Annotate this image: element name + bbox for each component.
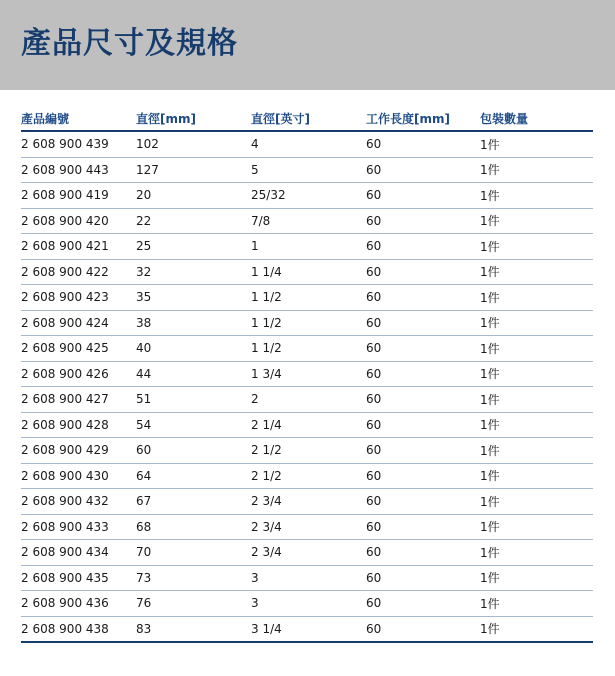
- table-row: [21, 234, 593, 260]
- cell-working-length: 60: [366, 157, 480, 183]
- cell-diameter-mm: 38: [136, 310, 251, 336]
- cell-diameter-mm: 60: [136, 438, 251, 464]
- cell-diameter-inch: 1 1/2: [251, 285, 366, 311]
- cell-product-number: 2 608 900 419: [21, 183, 136, 209]
- table-row: [21, 616, 593, 642]
- cell-working-length: 60: [366, 591, 480, 617]
- cell-working-length: 60: [366, 565, 480, 591]
- cell-diameter-mm: 102: [136, 131, 251, 157]
- cell-pack-quantity: 1件: [480, 234, 593, 260]
- cell-product-number: 2 608 900 428: [21, 412, 136, 438]
- cell-product-number: 2 608 900 427: [21, 387, 136, 413]
- cell-working-length: 60: [366, 131, 480, 157]
- cell-diameter-mm: 68: [136, 514, 251, 540]
- table-row: [21, 336, 593, 362]
- cell-pack-quantity: 1件: [480, 131, 593, 157]
- cell-pack-quantity: 1件: [480, 438, 593, 464]
- cell-diameter-mm: 70: [136, 540, 251, 566]
- table-row: [21, 259, 593, 285]
- table-row: [21, 285, 593, 311]
- cell-product-number: 2 608 900 429: [21, 438, 136, 464]
- table-body: [21, 131, 593, 642]
- cell-product-number: 2 608 900 433: [21, 514, 136, 540]
- cell-pack-quantity: 1件: [480, 157, 593, 183]
- cell-working-length: 60: [366, 336, 480, 362]
- cell-diameter-inch: 1 3/4: [251, 361, 366, 387]
- cell-diameter-inch: 3 1/4: [251, 616, 366, 642]
- cell-working-length: 60: [366, 514, 480, 540]
- cell-diameter-inch: 1 1/4: [251, 259, 366, 285]
- cell-working-length: 60: [366, 361, 480, 387]
- cell-diameter-mm: 83: [136, 616, 251, 642]
- cell-diameter-inch: 1: [251, 234, 366, 260]
- cell-product-number: 2 608 900 420: [21, 208, 136, 234]
- spec-table: [21, 106, 593, 643]
- cell-pack-quantity: 1件: [480, 310, 593, 336]
- cell-diameter-inch: 1 1/2: [251, 310, 366, 336]
- header-product-number: 產品編號: [21, 106, 136, 131]
- cell-pack-quantity: 1件: [480, 463, 593, 489]
- cell-working-length: 60: [366, 234, 480, 260]
- cell-product-number: 2 608 900 435: [21, 565, 136, 591]
- cell-pack-quantity: 1件: [480, 285, 593, 311]
- cell-diameter-inch: 2 3/4: [251, 540, 366, 566]
- cell-diameter-inch: 2 1/2: [251, 438, 366, 464]
- cell-diameter-inch: 4: [251, 131, 366, 157]
- cell-diameter-inch: 3: [251, 591, 366, 617]
- cell-product-number: 2 608 900 426: [21, 361, 136, 387]
- table-row: [21, 412, 593, 438]
- table-row: [21, 540, 593, 566]
- cell-working-length: 60: [366, 259, 480, 285]
- cell-working-length: 60: [366, 387, 480, 413]
- cell-pack-quantity: 1件: [480, 616, 593, 642]
- header-diameter-inch: 直徑[英寸]: [251, 106, 366, 131]
- table-row: [21, 565, 593, 591]
- cell-diameter-mm: 35: [136, 285, 251, 311]
- cell-diameter-mm: 73: [136, 565, 251, 591]
- cell-diameter-inch: 25/32: [251, 183, 366, 209]
- cell-diameter-inch: 2: [251, 387, 366, 413]
- cell-diameter-inch: 1 1/2: [251, 336, 366, 362]
- cell-product-number: 2 608 900 422: [21, 259, 136, 285]
- table-row: [21, 489, 593, 515]
- cell-diameter-inch: 2 1/2: [251, 463, 366, 489]
- cell-diameter-mm: 22: [136, 208, 251, 234]
- cell-pack-quantity: 1件: [480, 412, 593, 438]
- cell-pack-quantity: 1件: [480, 183, 593, 209]
- header-band: [0, 0, 615, 90]
- cell-product-number: 2 608 900 434: [21, 540, 136, 566]
- cell-working-length: 60: [366, 310, 480, 336]
- cell-product-number: 2 608 900 436: [21, 591, 136, 617]
- cell-product-number: 2 608 900 439: [21, 131, 136, 157]
- cell-product-number: 2 608 900 443: [21, 157, 136, 183]
- cell-working-length: 60: [366, 616, 480, 642]
- cell-pack-quantity: 1件: [480, 387, 593, 413]
- cell-working-length: 60: [366, 412, 480, 438]
- cell-product-number: 2 608 900 430: [21, 463, 136, 489]
- header-diameter-mm: 直徑[mm]: [136, 106, 251, 131]
- cell-product-number: 2 608 900 424: [21, 310, 136, 336]
- cell-working-length: 60: [366, 438, 480, 464]
- table-row: [21, 310, 593, 336]
- cell-diameter-mm: 51: [136, 387, 251, 413]
- table-header-row: [21, 106, 593, 131]
- cell-diameter-mm: 76: [136, 591, 251, 617]
- cell-pack-quantity: 1件: [480, 489, 593, 515]
- cell-diameter-inch: 2 1/4: [251, 412, 366, 438]
- table-row: [21, 131, 593, 157]
- cell-diameter-mm: 25: [136, 234, 251, 260]
- cell-diameter-mm: 54: [136, 412, 251, 438]
- cell-working-length: 60: [366, 540, 480, 566]
- cell-diameter-mm: 64: [136, 463, 251, 489]
- cell-working-length: 60: [366, 285, 480, 311]
- cell-diameter-mm: 20: [136, 183, 251, 209]
- cell-diameter-mm: 44: [136, 361, 251, 387]
- cell-diameter-inch: 5: [251, 157, 366, 183]
- table-row: [21, 387, 593, 413]
- table-row: [21, 591, 593, 617]
- page-title: 產品尺寸及規格: [21, 26, 238, 61]
- cell-diameter-inch: 2 3/4: [251, 514, 366, 540]
- cell-pack-quantity: 1件: [480, 540, 593, 566]
- table-row: [21, 208, 593, 234]
- cell-diameter-inch: 7/8: [251, 208, 366, 234]
- cell-pack-quantity: 1件: [480, 361, 593, 387]
- header-working-length: 工作長度[mm]: [366, 106, 480, 131]
- table-row: [21, 183, 593, 209]
- table-row: [21, 361, 593, 387]
- cell-pack-quantity: 1件: [480, 336, 593, 362]
- cell-working-length: 60: [366, 463, 480, 489]
- cell-product-number: 2 608 900 432: [21, 489, 136, 515]
- cell-diameter-inch: 3: [251, 565, 366, 591]
- cell-pack-quantity: 1件: [480, 565, 593, 591]
- cell-diameter-mm: 67: [136, 489, 251, 515]
- cell-working-length: 60: [366, 208, 480, 234]
- table-row: [21, 157, 593, 183]
- cell-working-length: 60: [366, 183, 480, 209]
- cell-product-number: 2 608 900 421: [21, 234, 136, 260]
- cell-product-number: 2 608 900 423: [21, 285, 136, 311]
- table-row: [21, 438, 593, 464]
- cell-pack-quantity: 1件: [480, 259, 593, 285]
- header-pack-quantity: 包裝數量: [480, 106, 593, 131]
- table-row: [21, 463, 593, 489]
- cell-working-length: 60: [366, 489, 480, 515]
- cell-diameter-mm: 40: [136, 336, 251, 362]
- cell-diameter-inch: 2 3/4: [251, 489, 366, 515]
- cell-pack-quantity: 1件: [480, 591, 593, 617]
- cell-product-number: 2 608 900 438: [21, 616, 136, 642]
- cell-diameter-mm: 32: [136, 259, 251, 285]
- table-row: [21, 514, 593, 540]
- cell-product-number: 2 608 900 425: [21, 336, 136, 362]
- cell-pack-quantity: 1件: [480, 514, 593, 540]
- cell-diameter-mm: 127: [136, 157, 251, 183]
- cell-pack-quantity: 1件: [480, 208, 593, 234]
